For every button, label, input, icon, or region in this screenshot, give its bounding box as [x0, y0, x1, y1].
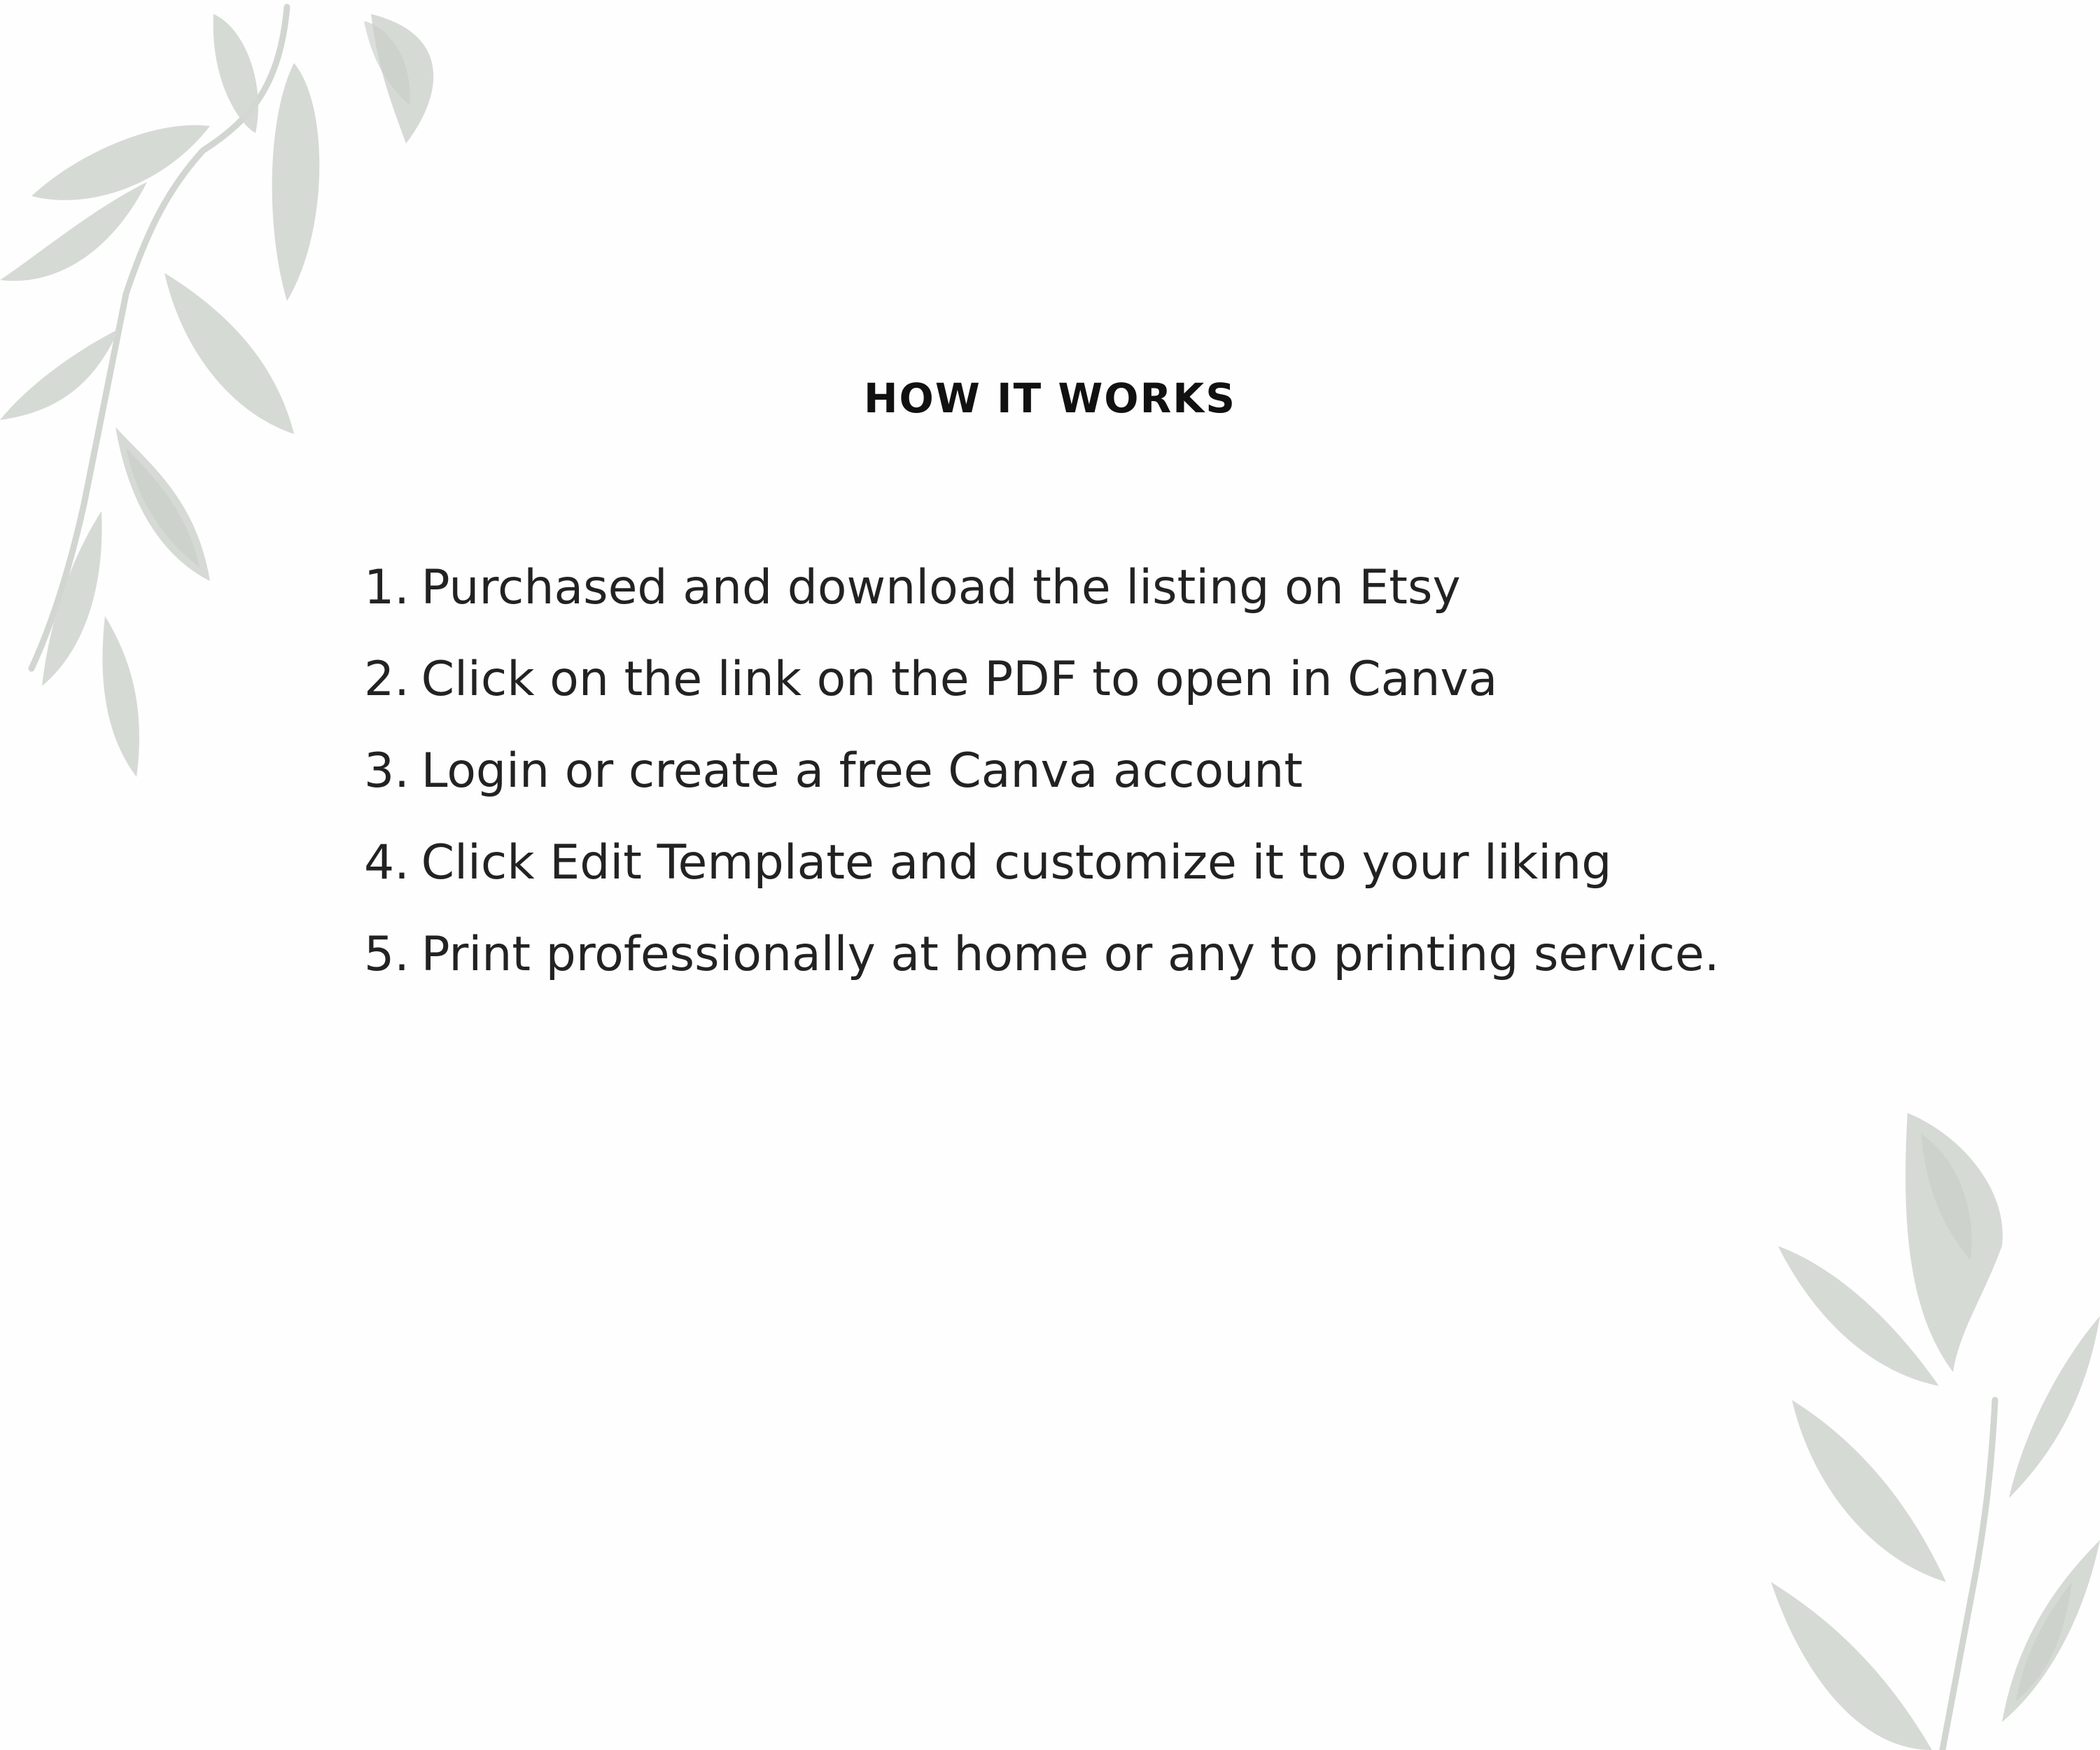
step-item: [364, 652, 1939, 743]
step-item: [364, 927, 1939, 1018]
step-text: Print professionally at home or any to printing service.: [421, 927, 1720, 982]
step-number: 2.: [364, 652, 410, 707]
step-item: [364, 743, 1939, 835]
step-text: Click on the link on the PDF to open in Canva: [421, 652, 1498, 707]
step-item: [364, 835, 1939, 927]
step-number: 5.: [364, 927, 410, 982]
page-title: HOW IT WORKS: [863, 374, 1236, 422]
step-item: [364, 560, 1939, 652]
step-number: 4.: [364, 835, 410, 890]
bottom-right-leaf-branch: [1771, 1113, 2100, 1750]
step-text: Login or create a free Canva account: [421, 743, 1303, 799]
step-number: 1.: [364, 560, 410, 615]
step-text: Click Edit Template and customize it to your liking: [421, 835, 1612, 890]
step-text: Purchased and download the listing on Etsy: [421, 560, 1461, 615]
steps-list: [364, 560, 1939, 1018]
step-number: 3.: [364, 743, 410, 799]
